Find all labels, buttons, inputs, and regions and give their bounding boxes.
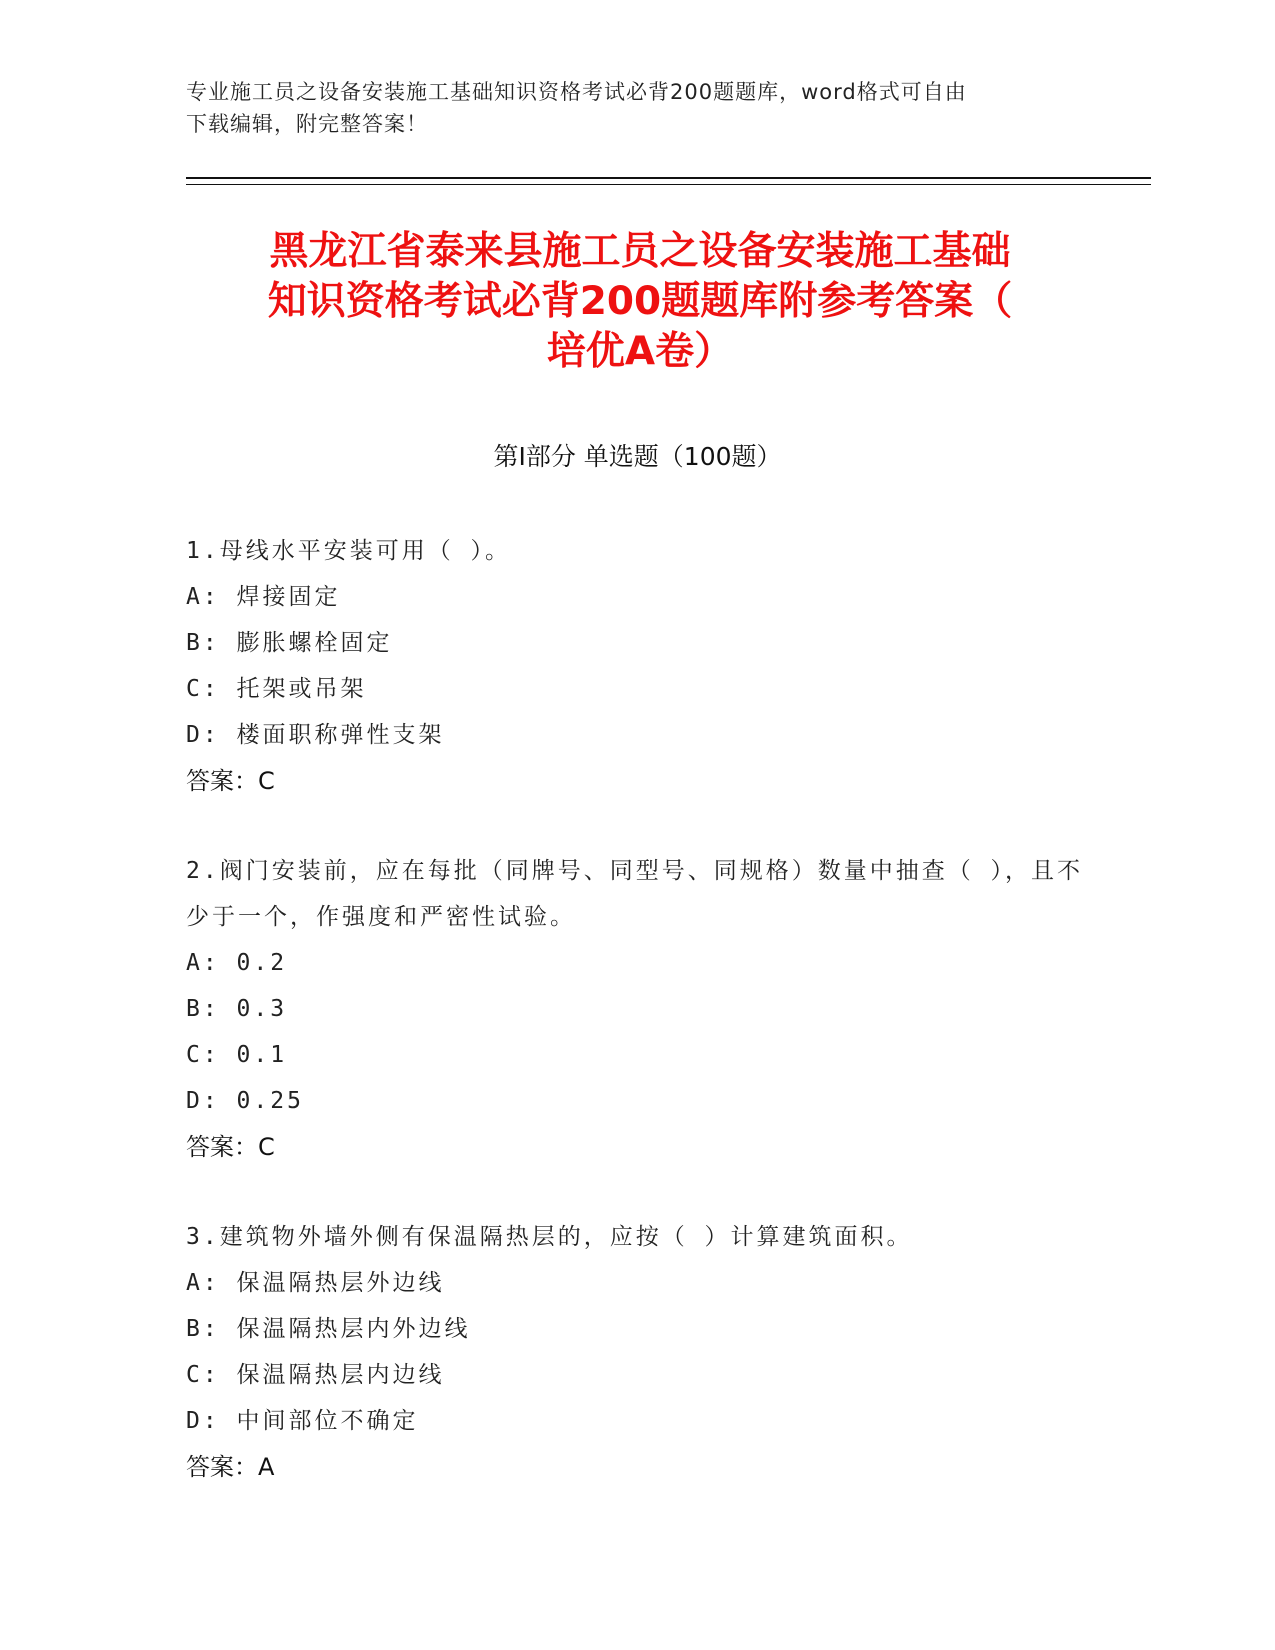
option-a: A: 焊接固定 [186, 584, 341, 610]
header-divider-thick [186, 177, 1151, 179]
question-stem: 3.建筑物外墙外侧有保温隔热层的，应按（ ）计算建筑面积。 [186, 1224, 913, 1250]
section-heading: 第I部分 单选题（100题） [493, 442, 782, 471]
title-line: 黑龙江省泰来县施工员之设备安装施工基础 [269, 229, 1011, 274]
option-d: D: 中间部位不确定 [186, 1408, 419, 1434]
title-line: 知识资格考试必背200题题库附参考答案（ [267, 279, 1013, 324]
answer: 答案：C [186, 1133, 275, 1161]
title-line: 培优A卷） [546, 329, 734, 374]
question-1 [186, 528, 1086, 804]
question-stem: 1.母线水平安装可用（ ）。 [186, 538, 512, 564]
option-d: D: 0.25 [186, 1088, 304, 1114]
header-divider-thin [186, 184, 1151, 185]
document-title [190, 227, 1090, 377]
question-3 [186, 1214, 1086, 1490]
question-list [186, 528, 1086, 1534]
option-a: A: 0.2 [186, 950, 288, 976]
option-c: C: 托架或吊架 [186, 676, 367, 702]
question-stem: 2.阀门安装前，应在每批（同牌号、同型号、同规格）数量中抽查（ ），且不少于一个，作强度和严密性试验。 [186, 858, 1084, 930]
option-b: B: 膨胀螺栓固定 [186, 630, 393, 656]
option-a: A: 保温隔热层外边线 [186, 1270, 445, 1296]
header-note-line: 下载编辑，附完整答案！ [186, 112, 428, 136]
header-note-line: 专业施工员之设备安装施工基础知识资格考试必背200题题库，word格式可自由 [186, 80, 967, 104]
option-c: C: 0.1 [186, 1042, 288, 1068]
option-d: D: 楼面职称弹性支架 [186, 722, 445, 748]
option-c: C: 保温隔热层内边线 [186, 1362, 445, 1388]
option-b: B: 保温隔热层内外边线 [186, 1316, 471, 1342]
question-2 [186, 848, 1086, 1170]
option-b: B: 0.3 [186, 996, 288, 1022]
answer: 答案：A [186, 1453, 275, 1481]
answer: 答案：C [186, 767, 275, 795]
header-note [186, 76, 1086, 140]
